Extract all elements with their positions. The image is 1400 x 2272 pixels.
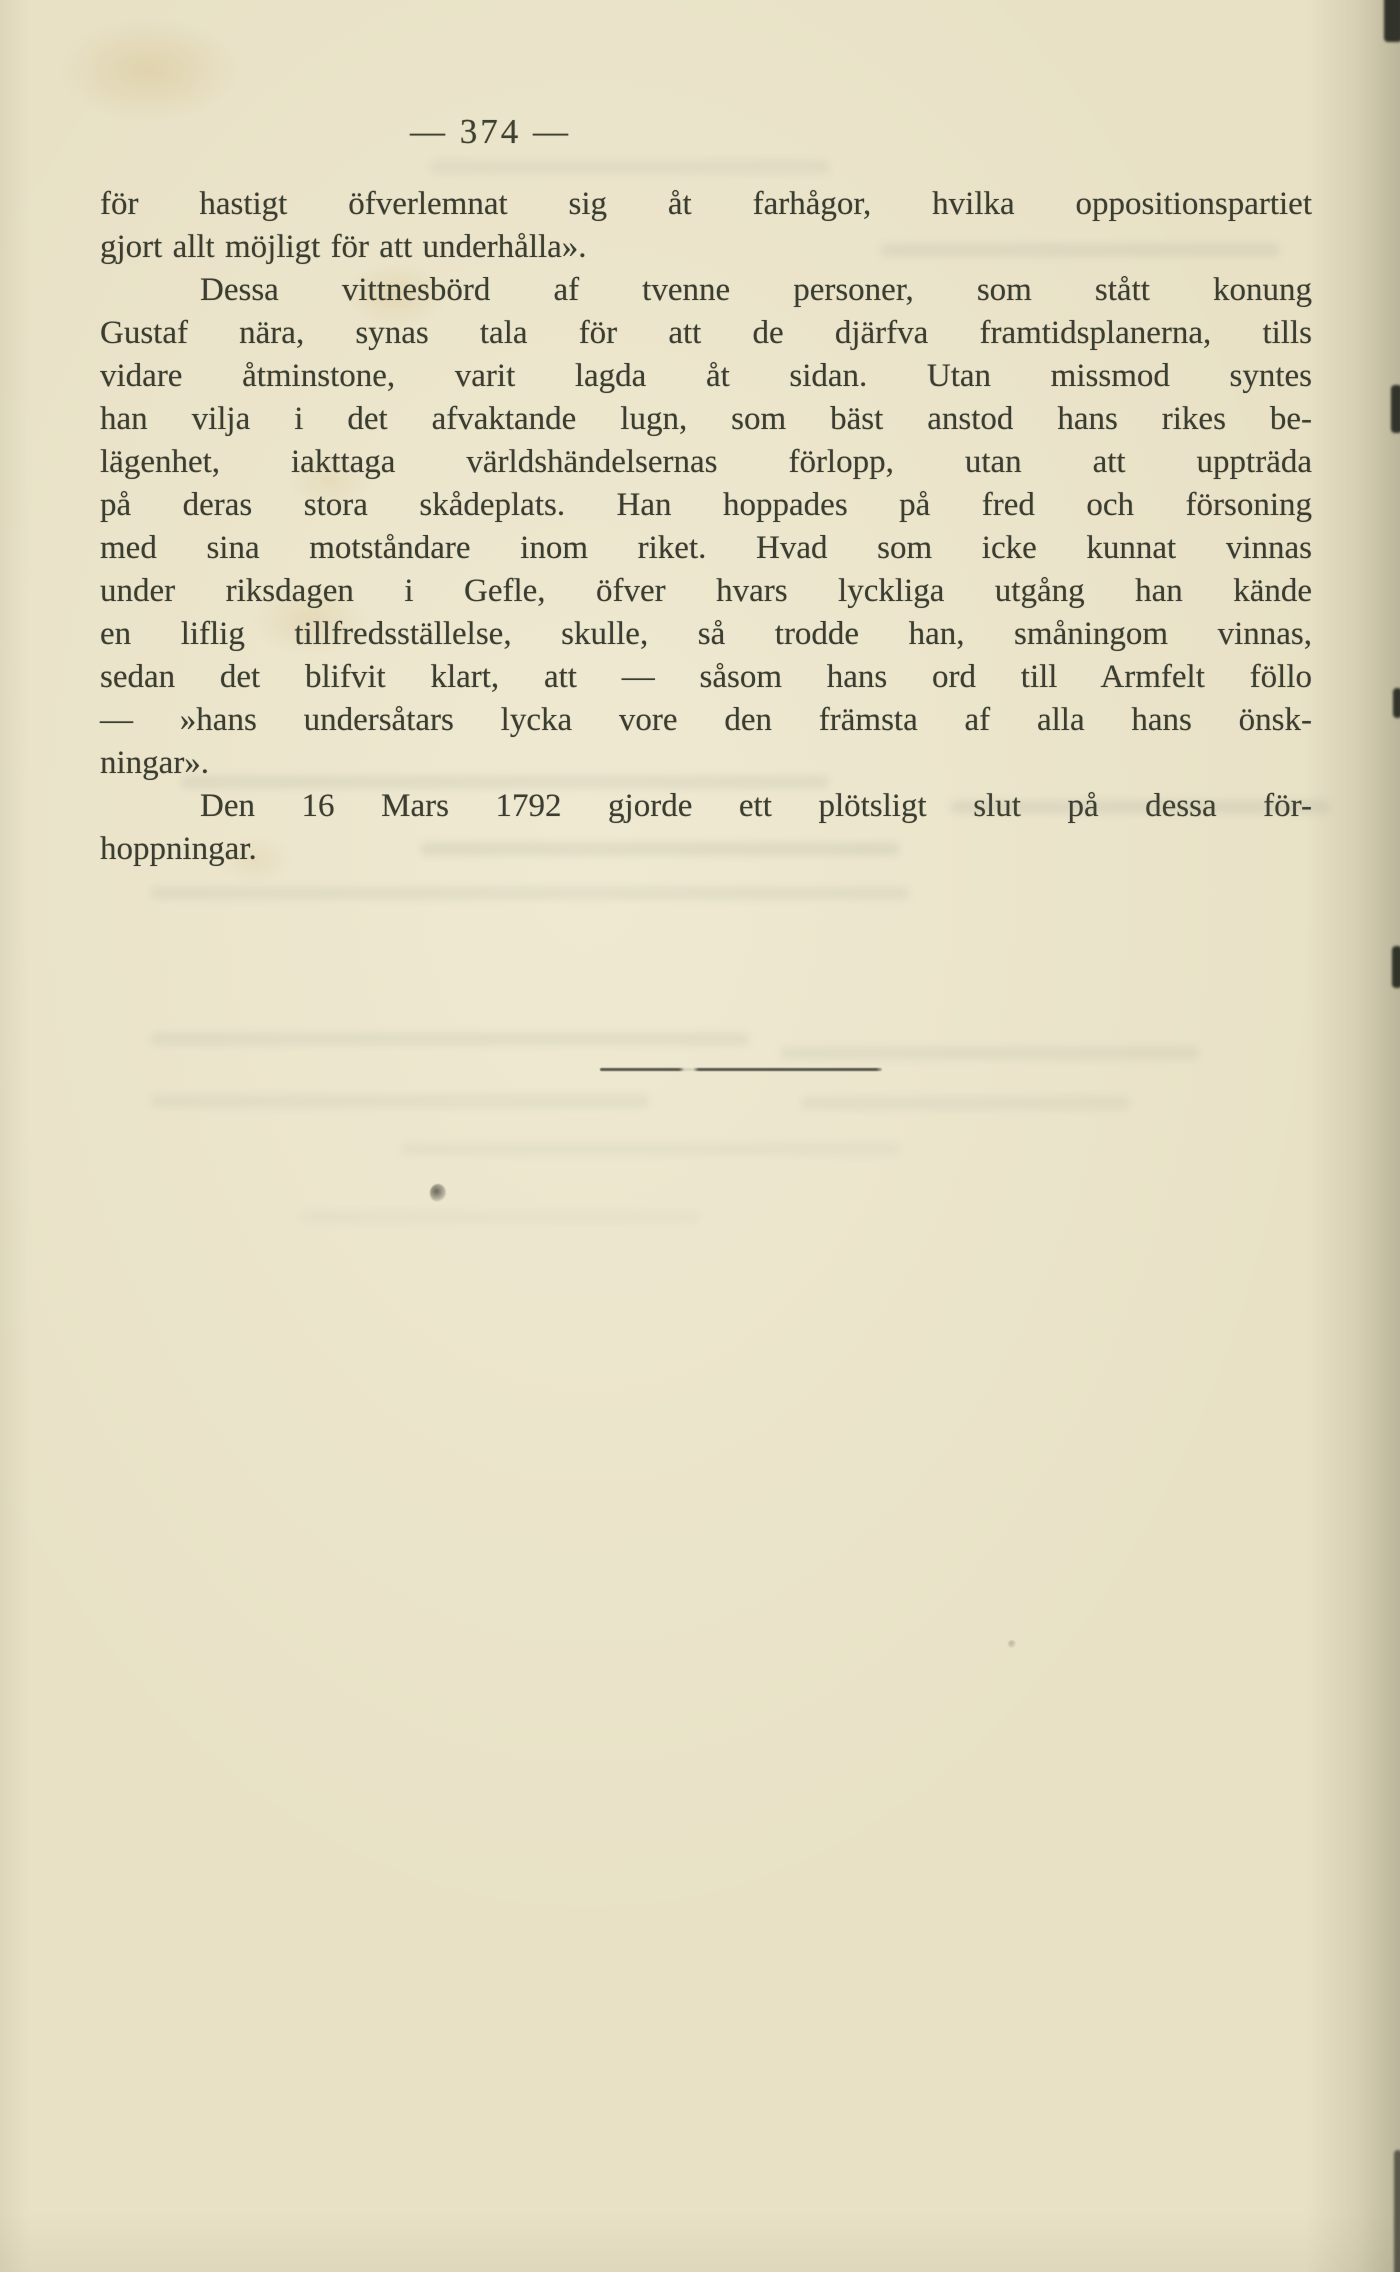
showthrough-smudge: [780, 1046, 1200, 1060]
text-line: hoppningar.: [100, 831, 257, 867]
showthrough-smudge: [880, 243, 1280, 257]
scan-edge-mark: [1384, 0, 1400, 42]
showthrough-smudge: [150, 1032, 750, 1046]
scan-edge-mark: [1391, 385, 1400, 433]
showthrough-smudge: [950, 800, 1330, 814]
text-line: under riksdagen i Gefle, öfver hvars lyckliga utgång han kände: [100, 573, 1312, 609]
text-line: Gustaf nära, synas tala för att de djärfva framtidsplanerna, tills: [100, 315, 1312, 351]
ink-speck: [430, 1184, 446, 1202]
page-number: — 374 —: [410, 112, 571, 151]
showthrough-smudge: [150, 886, 910, 900]
text-line: sedan det blifvit klart, att — såsom hans ord till Armfelt föllo: [100, 659, 1312, 695]
text-line: med sina motståndare inom riket. Hvad som icke kunnat vinnas: [100, 530, 1312, 566]
showthrough-smudge: [430, 160, 830, 174]
text-line: Dessa vittnesbörd af tvenne personer, som stått konung: [200, 272, 1312, 308]
showthrough-smudge: [150, 1094, 650, 1108]
text-line: lägenhet, iakttaga världshändelsernas förlopp, utan att uppträda: [100, 444, 1312, 480]
text-line: han vilja i det afvaktande lugn, som bäst anstod hans rikes be-: [100, 401, 1312, 437]
showthrough-smudge: [800, 1096, 1130, 1110]
text-line: vidare åtminstone, varit lagda åt sidan. Utan missmod syntes: [100, 358, 1312, 394]
scan-edge-mark: [1393, 688, 1400, 718]
text-line: Den 16 Mars 1792 gjorde ett plötsligt slut på dessa för-: [200, 788, 1312, 824]
text-line: för hastigt öfverlemnat sig åt farhågor, hvilka oppositionspartiet: [100, 186, 1312, 222]
showthrough-smudge: [400, 1142, 900, 1156]
text-line: på deras stora skådeplats. Han hoppades på fred och försoning: [100, 487, 1312, 523]
showthrough-smudge: [300, 1210, 700, 1224]
text-line: en liflig tillfredsställelse, skulle, så trodde han, småningom vinnas,: [100, 616, 1312, 652]
text-line: — »hans undersåtars lycka vore den främsta af alla hans önsk-: [100, 702, 1312, 738]
ink-speck: [1008, 1640, 1016, 1648]
scan-edge-mark: [1392, 946, 1400, 988]
scan-edge-mark: [1394, 2150, 1400, 2272]
text-line: ningar».: [100, 745, 210, 781]
showthrough-smudge: [180, 775, 830, 789]
showthrough-smudge: [420, 842, 900, 856]
body-text: [100, 183, 1312, 871]
text-line: gjort allt möjligt för att underhålla».: [100, 229, 587, 265]
section-divider-rule: [600, 1068, 882, 1071]
